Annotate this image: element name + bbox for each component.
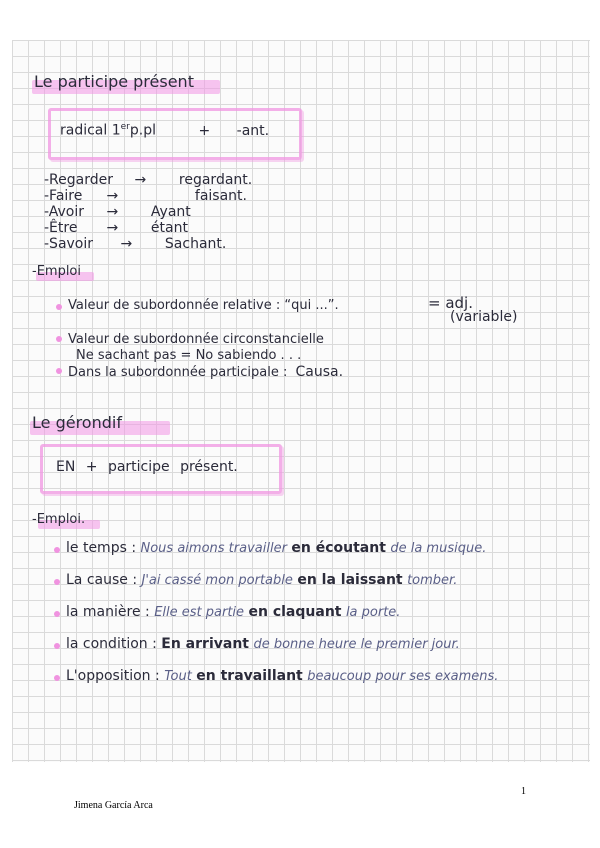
- page-number: 1: [521, 786, 526, 797]
- use-circonstancielle: Valeur de subordonnée circonstancielle: [68, 332, 324, 347]
- formula-right: p.pl: [129, 122, 157, 139]
- emploi-label: -Emploi: [32, 264, 81, 279]
- use-participale: [68, 364, 343, 380]
- verb-name: -Savoir: [44, 236, 94, 252]
- use-label: la condition :: [66, 636, 157, 652]
- bullet-icon: [54, 579, 60, 585]
- use-label: la manière :: [66, 604, 150, 620]
- formula-plus: +: [198, 122, 211, 139]
- bullet-icon: [54, 643, 60, 649]
- verb-name: -Avoir: [44, 204, 84, 220]
- use-relative: Valeur de subordonnée relative : “qui ...”.: [68, 298, 339, 313]
- arrow-icon: →: [134, 172, 147, 188]
- bullet-icon: [56, 368, 62, 374]
- section-title-gerondif: Le gérondif: [32, 413, 122, 432]
- use-participale-extra: Causa.: [295, 364, 344, 380]
- use-gerondif: en claquant: [248, 604, 342, 620]
- formula-suffix: -ant.: [236, 122, 270, 139]
- gerondif-maniere: [66, 604, 400, 620]
- gerondif-temps: [66, 540, 486, 556]
- verb-name: -Faire: [44, 188, 83, 204]
- bullet-icon: [54, 675, 60, 681]
- use-pre: Elle est partie: [154, 605, 245, 620]
- arrow-icon: →: [106, 188, 119, 204]
- arrow-icon: →: [106, 204, 119, 220]
- verb-name: -Être: [44, 220, 78, 236]
- author-name: Jimena García Arca: [74, 800, 153, 811]
- use-participale-text: Dans la subordonnée participale :: [68, 365, 288, 380]
- verb-row: [44, 188, 247, 204]
- gerondif-condition: [66, 636, 460, 652]
- bullet-icon: [56, 336, 62, 342]
- use-gerondif: en écoutant: [291, 540, 386, 556]
- use-post: de bonne heure le premier jour.: [253, 637, 460, 652]
- arrow-icon: →: [120, 236, 133, 252]
- use-circonstancielle-example: Ne sachant pas = No sabiendo . . .: [76, 348, 302, 363]
- use-pre: J'ai cassé mon portable: [141, 573, 293, 588]
- use-gerondif: en la laissant: [297, 572, 403, 588]
- gerondif-cause: [66, 572, 457, 588]
- emploi-label: -Emploi.: [32, 512, 86, 527]
- use-gerondif: en travaillant: [196, 668, 303, 684]
- use-label: L'opposition :: [66, 668, 160, 684]
- use-post: beaucoup pour ses examens.: [307, 669, 499, 684]
- use-pre: Nous aimons travailler: [140, 541, 287, 556]
- verb-result: regardant.: [178, 172, 253, 188]
- use-pre: Tout: [164, 669, 192, 684]
- formula-participe: [60, 122, 269, 139]
- bullet-icon: [54, 611, 60, 617]
- verb-result: étant: [150, 220, 188, 236]
- gerondif-opposition: [66, 668, 498, 684]
- bullet-icon: [54, 547, 60, 553]
- formula-gerondif: EN + participe présent.: [56, 459, 238, 475]
- use-gerondif: En arrivant: [161, 636, 249, 652]
- use-post: la porte.: [345, 605, 401, 620]
- verb-row: [44, 220, 188, 236]
- verb-row: [44, 172, 252, 188]
- formula-left: radical 1: [60, 122, 121, 139]
- verb-result: Ayant: [150, 204, 191, 220]
- arrow-icon: →: [106, 220, 119, 236]
- use-label: La cause :: [66, 572, 138, 588]
- verb-result: Sachant.: [164, 236, 227, 252]
- verb-row: [44, 236, 226, 252]
- use-post: de la musique.: [390, 541, 487, 556]
- bullet-icon: [56, 304, 62, 310]
- use-relative-extra2: (variable): [450, 309, 518, 325]
- use-relative-extra: = adj.: [428, 294, 473, 312]
- formula-sup: er: [120, 122, 130, 132]
- use-post: tomber.: [407, 573, 458, 588]
- section-title-participe: Le participe présent: [34, 72, 194, 91]
- use-label: le temps :: [66, 540, 137, 556]
- verb-result: faisant.: [194, 188, 247, 204]
- verb-row: [44, 204, 191, 220]
- verb-name: -Regarder: [44, 172, 113, 188]
